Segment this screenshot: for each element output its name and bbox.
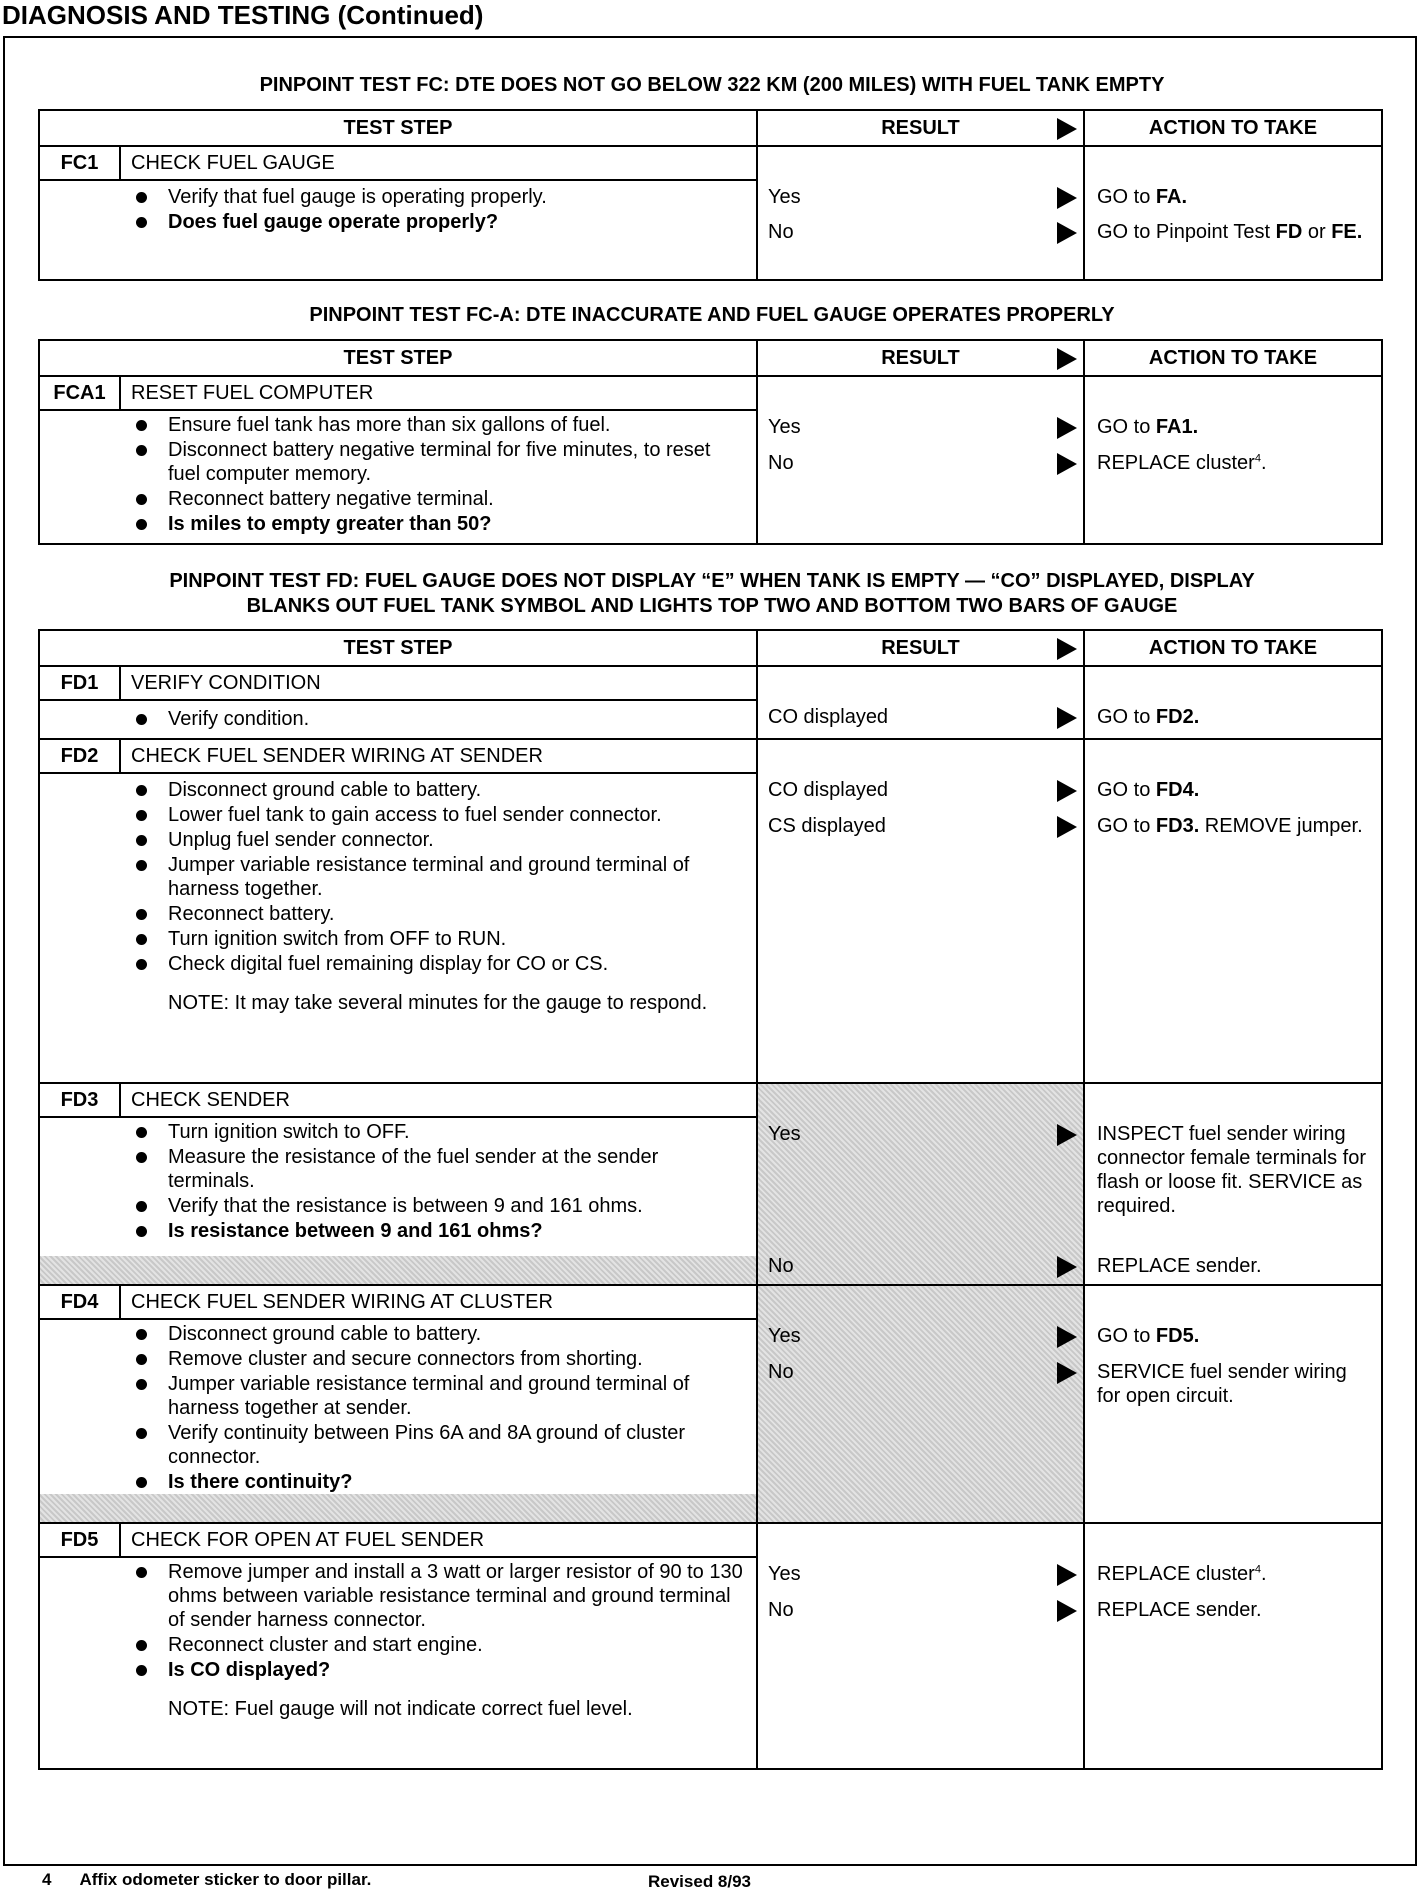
action-cell bbox=[1084, 739, 1382, 1083]
test-fd-title-line2: BLANKS OUT FUEL TANK SYMBOL AND LIGHTS TOP TWO AND BOTTOM TWO BARS OF GAUGE bbox=[246, 595, 1178, 617]
action-line: GO to FD5. bbox=[1097, 1325, 1200, 1347]
step-item: Verify that the resistance is between 9 and 161 ohms. bbox=[130, 1194, 744, 1218]
action-line: GO to Pinpoint Test FD or FE. bbox=[1097, 221, 1363, 243]
step-code: FD1 bbox=[39, 666, 120, 700]
step-item: Remove cluster and secure connectors from shorting. bbox=[130, 1347, 744, 1371]
step-body bbox=[39, 773, 757, 1083]
header-action: ACTION TO TAKE bbox=[1084, 110, 1382, 146]
footnote bbox=[42, 1870, 371, 1890]
action-cell bbox=[1084, 146, 1382, 280]
header-result: RESULT bbox=[757, 110, 1084, 146]
step-question: Is resistance between 9 and 161 ohms? bbox=[130, 1219, 744, 1243]
test-fc-table bbox=[38, 109, 1383, 281]
step-item: Unplug fuel sender connector. bbox=[130, 828, 744, 852]
result-line: No bbox=[768, 1598, 1077, 1622]
result-line: Yes bbox=[768, 1562, 1077, 1586]
step-title: RESET FUEL COMPUTER bbox=[120, 376, 757, 410]
step-note: NOTE: It may take several minutes for the gauge to respond. bbox=[168, 992, 708, 1014]
footnote-number: 4 bbox=[42, 1870, 52, 1889]
result-line: No bbox=[768, 1360, 1077, 1384]
revision-date: Revised 8/93 bbox=[648, 1872, 752, 1891]
step-item: Turn ignition switch to OFF. bbox=[130, 1120, 744, 1144]
action-cell bbox=[1084, 1083, 1382, 1285]
arrow-right-icon bbox=[1057, 187, 1077, 209]
test-fd-table bbox=[38, 629, 1383, 1770]
action-line: REPLACE sender. bbox=[1097, 1599, 1262, 1621]
arrow-right-icon bbox=[1057, 222, 1077, 244]
action-cell bbox=[1084, 1523, 1382, 1769]
step-item: Disconnect battery negative terminal for five minutes, to reset fuel computer memory. bbox=[130, 438, 744, 486]
step-code: FD2 bbox=[39, 739, 120, 773]
result-line: No bbox=[768, 1254, 1077, 1278]
arrow-right-icon bbox=[1057, 1256, 1077, 1278]
result-line: CS displayed bbox=[768, 814, 1077, 838]
result-cell bbox=[757, 1523, 1084, 1769]
step-item: Verify condition. bbox=[130, 707, 744, 731]
arrow-right-icon bbox=[1057, 1326, 1077, 1348]
header-action: ACTION TO TAKE bbox=[1084, 630, 1382, 666]
step-item: Jumper variable resistance terminal and ground terminal of harness together. bbox=[130, 853, 744, 901]
test-fd-title-line1: PINPOINT TEST FD: FUEL GAUGE DOES NOT DISPLAY “E” WHEN TANK IS EMPTY — “CO” DISPLAYED, DISPLAY bbox=[169, 570, 1255, 592]
header-action: ACTION TO TAKE bbox=[1084, 340, 1382, 376]
action-cell bbox=[1084, 1285, 1382, 1523]
arrow-right-icon bbox=[1057, 1600, 1077, 1622]
header-test-step: TEST STEP bbox=[39, 110, 757, 146]
step-item: Jumper variable resistance terminal and ground terminal of harness together at sender. bbox=[130, 1372, 744, 1420]
arrow-right-icon bbox=[1057, 348, 1077, 370]
result-line: CO displayed bbox=[768, 778, 1077, 802]
step-question: Is miles to empty greater than 50? bbox=[130, 512, 744, 536]
step-body bbox=[39, 1319, 757, 1523]
result-line: CO displayed bbox=[768, 705, 1077, 729]
result-line: Yes bbox=[768, 1324, 1077, 1348]
step-item: Reconnect battery. bbox=[130, 902, 744, 926]
step-body bbox=[39, 410, 757, 544]
result-line: Yes bbox=[768, 185, 1077, 209]
arrow-right-icon bbox=[1057, 816, 1077, 838]
test-fc-title: PINPOINT TEST FC: DTE DOES NOT GO BELOW 322 KM (200 MILES) WITH FUEL TANK EMPTY bbox=[259, 74, 1165, 96]
result-cell bbox=[757, 739, 1084, 1083]
step-item: Verify that fuel gauge is operating properly. bbox=[130, 185, 744, 209]
arrow-right-icon bbox=[1057, 453, 1077, 475]
action-cell bbox=[1084, 666, 1382, 739]
step-note: NOTE: Fuel gauge will not indicate correct fuel level. bbox=[168, 1698, 633, 1720]
header-test-step: TEST STEP bbox=[39, 630, 757, 666]
action-line: SERVICE fuel sender wiring for open circuit. bbox=[1097, 1361, 1347, 1407]
result-cell bbox=[757, 1083, 1084, 1285]
action-line: GO to FD2. bbox=[1097, 706, 1200, 728]
step-body bbox=[39, 1557, 757, 1769]
step-title: CHECK FUEL GAUGE bbox=[120, 146, 757, 180]
step-body bbox=[39, 700, 757, 739]
arrow-right-icon bbox=[1057, 1564, 1077, 1586]
action-line: GO to FA. bbox=[1097, 186, 1188, 208]
result-cell bbox=[757, 146, 1084, 280]
header-result: RESULT bbox=[757, 630, 1084, 666]
step-item: Reconnect cluster and start engine. bbox=[130, 1633, 744, 1657]
result-line: Yes bbox=[768, 415, 1077, 439]
step-code: FD4 bbox=[39, 1285, 120, 1319]
step-item: Measure the resistance of the fuel sender at the sender terminals. bbox=[130, 1145, 744, 1193]
arrow-right-icon bbox=[1057, 707, 1077, 729]
step-title: CHECK FUEL SENDER WIRING AT SENDER bbox=[120, 739, 757, 773]
action-line: GO to FD3. REMOVE jumper. bbox=[1097, 815, 1363, 837]
step-title: CHECK FOR OPEN AT FUEL SENDER bbox=[120, 1523, 757, 1557]
arrow-right-icon bbox=[1057, 780, 1077, 802]
step-body bbox=[39, 1117, 757, 1285]
arrow-right-icon bbox=[1057, 118, 1077, 140]
action-line: REPLACE cluster$^4$. bbox=[1097, 452, 1267, 474]
test-fca-table bbox=[38, 339, 1383, 545]
header-test-step: TEST STEP bbox=[39, 340, 757, 376]
action-line: GO to FA1. bbox=[1097, 416, 1199, 438]
step-item: Turn ignition switch from OFF to RUN. bbox=[130, 927, 744, 951]
action-cell bbox=[1084, 376, 1382, 544]
step-item: Reconnect battery negative terminal. bbox=[130, 487, 744, 511]
step-item: Lower fuel tank to gain access to fuel sender connector. bbox=[130, 803, 744, 827]
step-title: CHECK SENDER bbox=[120, 1083, 757, 1117]
header-result: RESULT bbox=[757, 340, 1084, 376]
result-line: Yes bbox=[768, 1122, 1077, 1146]
result-line: No bbox=[768, 451, 1077, 475]
step-body bbox=[39, 180, 757, 280]
action-line: GO to FD4. bbox=[1097, 779, 1200, 801]
arrow-right-icon bbox=[1057, 1362, 1077, 1384]
result-cell bbox=[757, 1285, 1084, 1523]
step-code: FD5 bbox=[39, 1523, 120, 1557]
step-code: FD3 bbox=[39, 1083, 120, 1117]
step-code: FCA1 bbox=[39, 376, 120, 410]
step-title: CHECK FUEL SENDER WIRING AT CLUSTER bbox=[120, 1285, 757, 1319]
arrow-right-icon bbox=[1057, 417, 1077, 439]
arrow-right-icon bbox=[1057, 638, 1077, 660]
step-item: Verify continuity between Pins 6A and 8A ground of cluster connector. bbox=[130, 1421, 744, 1469]
step-title: VERIFY CONDITION bbox=[120, 666, 757, 700]
page-title: DIAGNOSIS AND TESTING (Continued) bbox=[2, 0, 484, 30]
action-line: INSPECT fuel sender wiring connector female terminals for flash or loose fit. SERVICE as required. bbox=[1097, 1123, 1367, 1217]
arrow-right-icon bbox=[1057, 1124, 1077, 1146]
step-item: Remove jumper and install a 3 watt or larger resistor of 90 to 130 ohms between variable resistance terminal and ground terminal of sender harness connector. bbox=[130, 1560, 744, 1632]
action-line: REPLACE cluster$^4$. bbox=[1097, 1563, 1267, 1585]
result-cell bbox=[757, 666, 1084, 739]
step-question: Is there continuity? bbox=[130, 1470, 744, 1494]
footnote-text: Affix odometer sticker to door pillar. bbox=[79, 1870, 372, 1889]
action-line: REPLACE sender. bbox=[1097, 1255, 1262, 1277]
step-item: Check digital fuel remaining display for CO or CS. bbox=[130, 952, 744, 976]
step-question: Is CO displayed? bbox=[130, 1658, 744, 1682]
step-item: Ensure fuel tank has more than six gallons of fuel. bbox=[130, 413, 744, 437]
test-fca-title: PINPOINT TEST FC-A: DTE INACCURATE AND FUEL GAUGE OPERATES PROPERLY bbox=[309, 304, 1115, 326]
step-item: Disconnect ground cable to battery. bbox=[130, 1322, 744, 1346]
question-shading bbox=[40, 1256, 756, 1284]
test-fd-title bbox=[0, 569, 1424, 619]
result-cell bbox=[757, 376, 1084, 544]
result-line: No bbox=[768, 220, 1077, 244]
step-code: FC1 bbox=[39, 146, 120, 180]
step-item: Disconnect ground cable to battery. bbox=[130, 778, 744, 802]
step-question: Does fuel gauge operate properly? bbox=[130, 210, 744, 234]
